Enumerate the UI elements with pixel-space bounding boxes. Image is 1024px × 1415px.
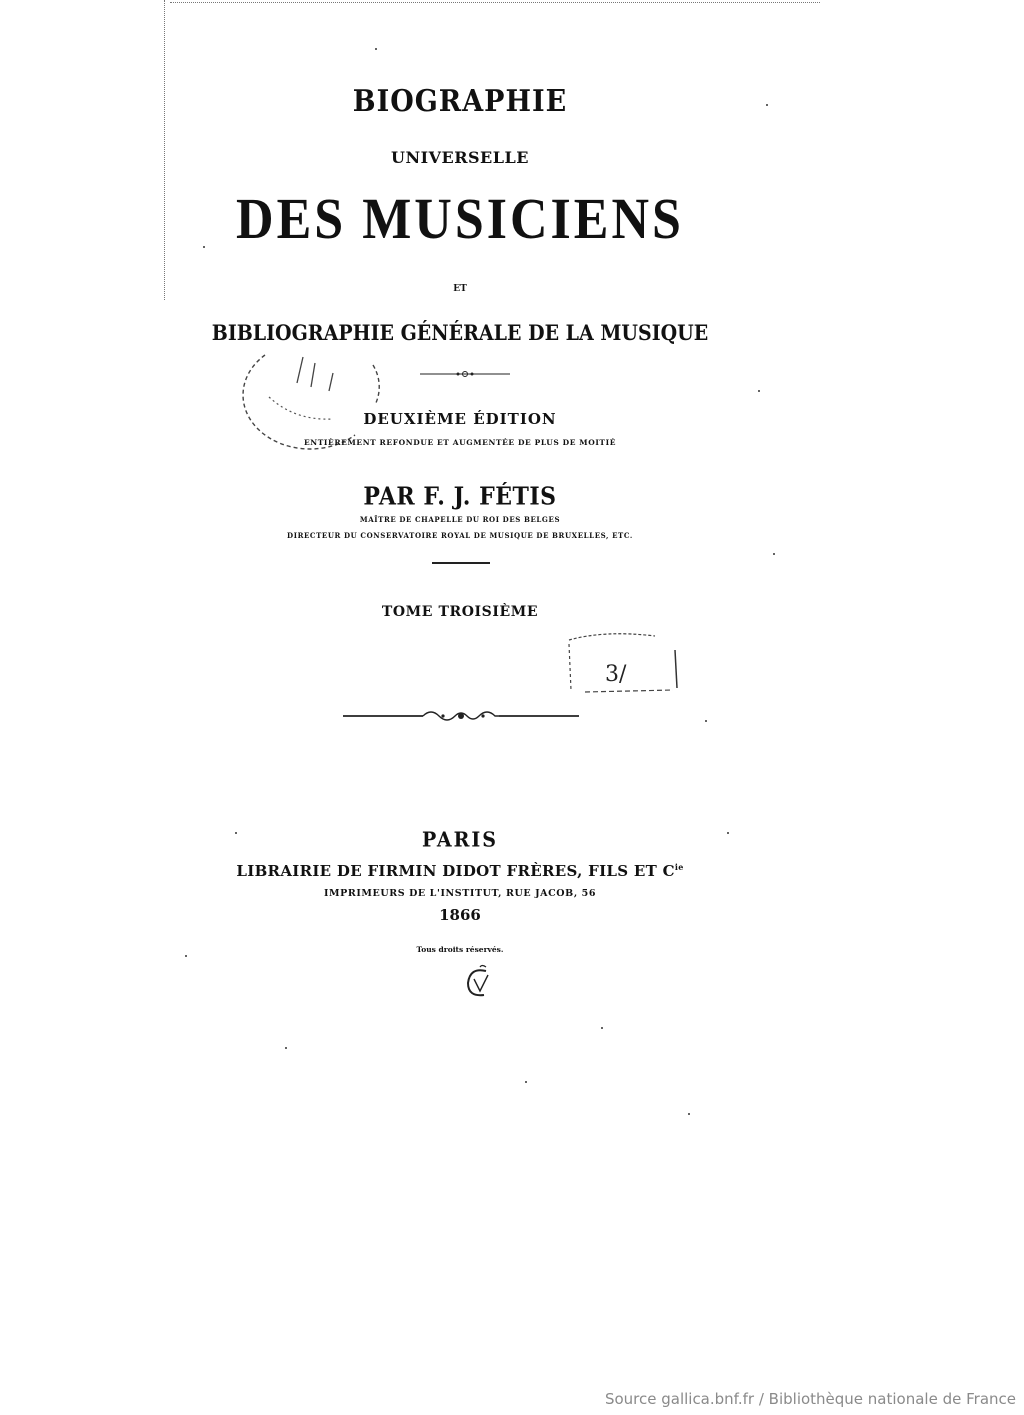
scan-speck [758,390,760,392]
imprint-printer: IMPRIMEURS DE L'INSTITUT, RUE JACOB, 56 [323,888,597,899]
source-credit: Source gallica.bnf.fr / Bibliothèque nationale de France [604,1390,1016,1408]
stamp-number: 3/ [605,662,627,687]
edition-description: ENTIÈREMENT REFONDUE ET AUGMENTÉE DE PLUS DE MOITIÉ [303,438,617,447]
scan-speck [688,1113,690,1115]
scan-speck [727,832,729,834]
scan-speck [766,104,768,106]
scan-speck [773,553,775,555]
imprint-publisher-suffix: ie [674,862,684,872]
rights-notice: Tous droits réservés. [416,945,504,954]
imprint-publisher-text: LIBRAIRIE DE FIRMIN DIDOT FRÈRES, FILS ET C [236,862,675,880]
scan-speck [601,1027,603,1029]
scan-speck [285,1047,287,1049]
scan-speck [705,720,707,722]
monogram-icon [462,965,496,1001]
scan-speck [525,1081,527,1083]
author-name: PAR F. J. FÉTIS [363,482,557,512]
scan-margin-top [170,2,820,5]
title-line-2: UNIVERSELLE [391,148,529,167]
scan-speck [203,246,205,248]
author-role-1: MAÎTRE DE CHAPELLE DU ROI DES BELGES [359,515,561,524]
title-line-1: BIOGRAPHIE [352,84,568,119]
imprint-year: 1866 [439,906,481,924]
ornament-small [420,370,510,378]
scan-speck [235,832,237,834]
scan-speck [375,48,377,50]
title-conjunction: ET [453,284,467,294]
imprint-publisher [0,862,920,880]
scan-speck [185,955,187,957]
rule-short [432,562,490,564]
ornament-large [343,706,579,724]
volume-label: TOME TROISIÈME [381,604,539,620]
edition-label: DEUXIÈME ÉDITION [363,410,557,428]
title-line-3: DES MUSICIENS [236,187,684,252]
imprint-city: PARIS [421,827,499,853]
title-line-4: BIBLIOGRAPHIE GÉNÉRALE DE LA MUSIQUE [211,320,709,346]
author-role-2: DIRECTEUR DU CONSERVATOIRE ROYAL DE MUSIQUE DE BRUXELLES, ETC. [287,531,633,540]
library-stamp [255,335,395,445]
